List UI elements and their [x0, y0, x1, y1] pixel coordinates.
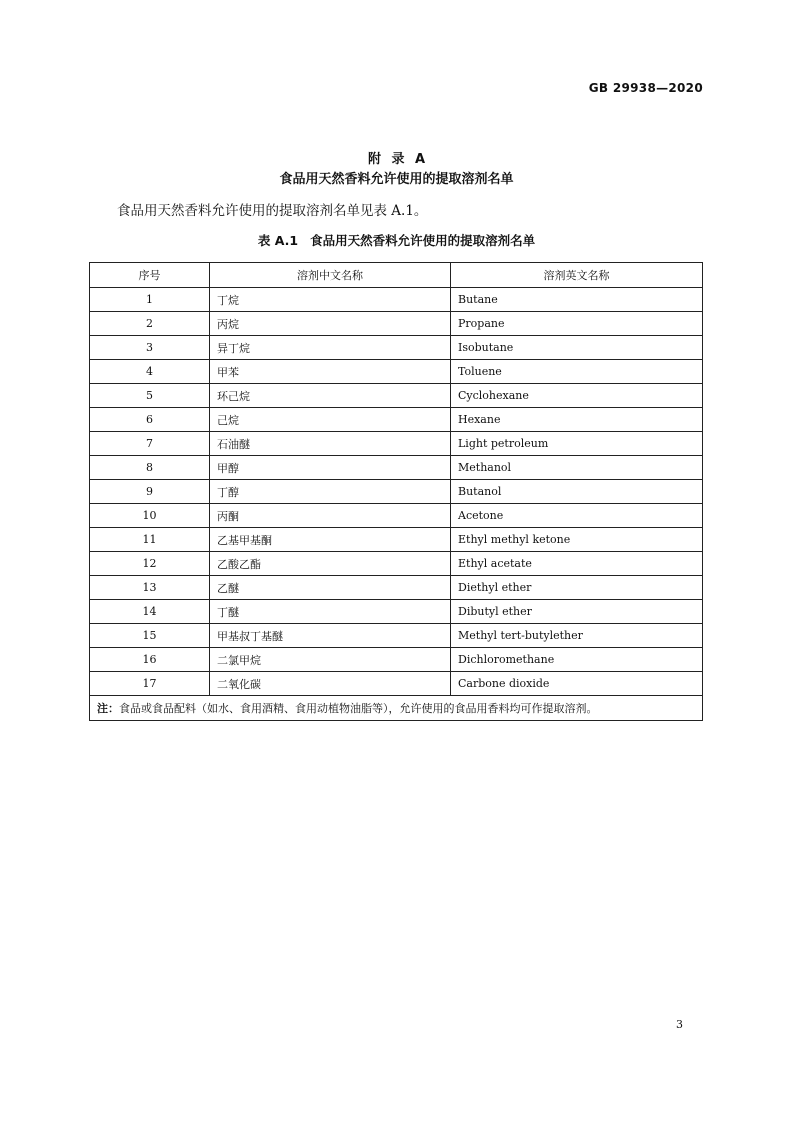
cell-chinese-name: 甲基叔丁基醚: [210, 624, 451, 648]
table-row: [90, 480, 703, 504]
cell-chinese-name: 石油醚: [210, 432, 451, 456]
cell-no: 6: [90, 408, 210, 432]
table-row: [90, 384, 703, 408]
note-label: 注：: [97, 702, 119, 715]
cell-no: 16: [90, 648, 210, 672]
cell-english-name: Cyclohexane: [451, 384, 703, 408]
cell-chinese-name: 丙烷: [210, 312, 451, 336]
table-caption: [0, 231, 793, 249]
cell-no: 15: [90, 624, 210, 648]
cell-english-name: Carbone dioxide: [451, 672, 703, 696]
cell-no: 2: [90, 312, 210, 336]
table-note-row: [90, 696, 703, 721]
table-row: [90, 552, 703, 576]
table-caption-number: 表 A.1: [257, 233, 299, 248]
cell-chinese-name: 丁醚: [210, 600, 451, 624]
cell-no: 10: [90, 504, 210, 528]
table-row: [90, 336, 703, 360]
cell-english-name: Ethyl methyl ketone: [451, 528, 703, 552]
cell-english-name: Isobutane: [451, 336, 703, 360]
appendix-title: 食品用天然香料允许使用的提取溶剂名单: [279, 172, 514, 187]
table-row: [90, 600, 703, 624]
table-row: [90, 648, 703, 672]
table-row: [90, 624, 703, 648]
cell-no: 9: [90, 480, 210, 504]
cell-no: 1: [90, 288, 210, 312]
table-row: [90, 432, 703, 456]
page-number: 3: [676, 1018, 683, 1031]
header-chinese-name: 溶剂中文名称: [210, 263, 451, 288]
cell-no: 5: [90, 384, 210, 408]
cell-english-name: Ethyl acetate: [451, 552, 703, 576]
cell-english-name: Acetone: [451, 504, 703, 528]
cell-no: 8: [90, 456, 210, 480]
table-note: [90, 696, 703, 721]
cell-no: 11: [90, 528, 210, 552]
header-english-name: 溶剂英文名称: [451, 263, 703, 288]
table-row: [90, 504, 703, 528]
cell-no: 3: [90, 336, 210, 360]
cell-english-name: Light petroleum: [451, 432, 703, 456]
cell-chinese-name: 乙基甲基酮: [210, 528, 451, 552]
table-caption-title: 食品用天然香料允许使用的提取溶剂名单: [310, 233, 536, 248]
table-row: [90, 360, 703, 384]
table-header-row: [90, 263, 703, 288]
cell-no: 13: [90, 576, 210, 600]
cell-no: 17: [90, 672, 210, 696]
table-row: [90, 672, 703, 696]
header-no: 序号: [90, 263, 210, 288]
cell-english-name: Methanol: [451, 456, 703, 480]
cell-no: 4: [90, 360, 210, 384]
cell-english-name: Dibutyl ether: [451, 600, 703, 624]
cell-english-name: Dichloromethane: [451, 648, 703, 672]
standard-code: GB 29938—2020: [588, 81, 703, 95]
cell-english-name: Toluene: [451, 360, 703, 384]
cell-chinese-name: 甲醇: [210, 456, 451, 480]
table-row: [90, 288, 703, 312]
intro-paragraph: 食品用天然香料允许使用的提取溶剂名单见表 A.1。: [117, 203, 428, 219]
table-row: [90, 456, 703, 480]
cell-chinese-name: 丁醇: [210, 480, 451, 504]
cell-no: 7: [90, 432, 210, 456]
table-row: [90, 408, 703, 432]
appendix-label: 附 录 A: [367, 152, 426, 167]
note-text: 食品或食品配料（如水、食用酒精、食用动植物油脂等），允许使用的食品用香料均可作提取溶剂。: [119, 702, 598, 715]
cell-chinese-name: 丁烷: [210, 288, 451, 312]
cell-chinese-name: 环己烷: [210, 384, 451, 408]
cell-english-name: Methyl tert-butylether: [451, 624, 703, 648]
cell-english-name: Hexane: [451, 408, 703, 432]
cell-english-name: Butanol: [451, 480, 703, 504]
cell-english-name: Butane: [451, 288, 703, 312]
cell-chinese-name: 乙醚: [210, 576, 451, 600]
cell-no: 14: [90, 600, 210, 624]
cell-chinese-name: 二氯甲烷: [210, 648, 451, 672]
cell-chinese-name: 丙酮: [210, 504, 451, 528]
cell-chinese-name: 甲苯: [210, 360, 451, 384]
table-row: [90, 528, 703, 552]
table-row: [90, 576, 703, 600]
cell-english-name: Diethyl ether: [451, 576, 703, 600]
cell-chinese-name: 二氧化碳: [210, 672, 451, 696]
table-row: [90, 312, 703, 336]
cell-chinese-name: 乙酸乙酯: [210, 552, 451, 576]
cell-no: 12: [90, 552, 210, 576]
solvent-table: [89, 262, 703, 721]
cell-chinese-name: 异丁烷: [210, 336, 451, 360]
cell-english-name: Propane: [451, 312, 703, 336]
cell-chinese-name: 己烷: [210, 408, 451, 432]
